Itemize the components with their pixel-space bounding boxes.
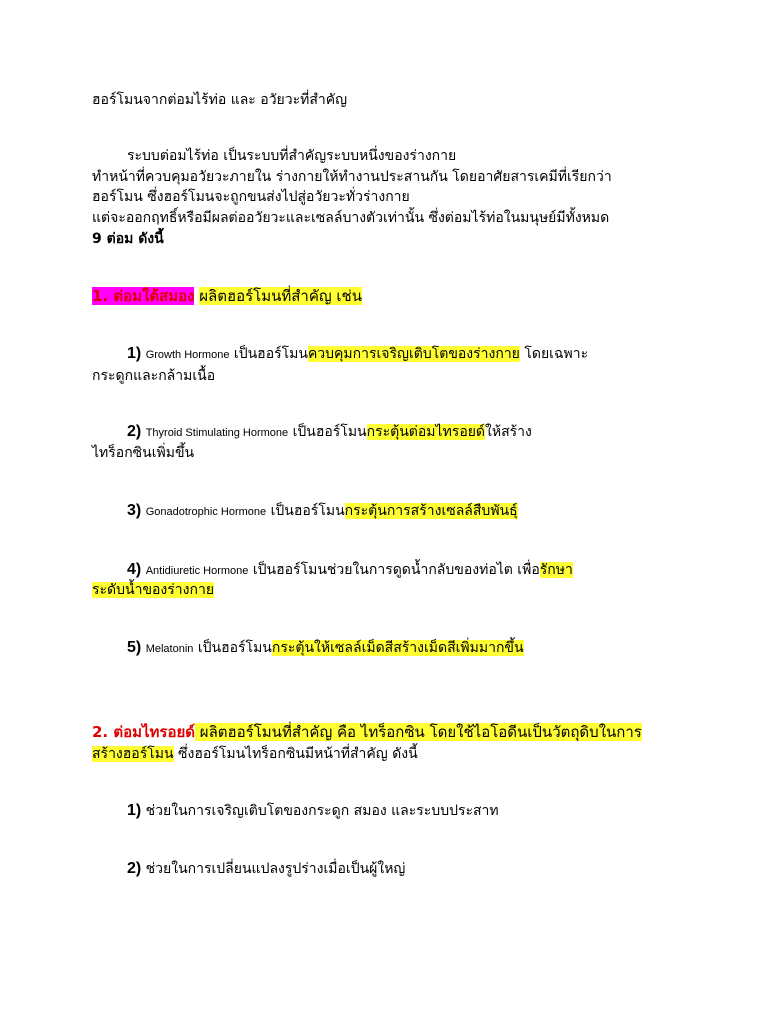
section2-item-2 [127,858,405,880]
item-text: ช่วยในการเปลี่ยนแปลงรูปร่างเมื่อเป็นผู้ใหญ่ [141,861,406,877]
item-text: เป็นฮอร์โมน [193,640,272,656]
section2-heading-rest: ผลิตฮอร์โมนที่สำคัญ คือ ไทร็อกซิน โดยใช้ไอโอดีนเป็นวัตถุดิบในการ [195,723,642,741]
item-text: เป็นฮอร์โมน [288,424,367,440]
item-highlight: ควบคุมการเจริญเติบโตของร่างกาย [307,346,520,362]
item-highlight: กระตุ้นให้เซลล์เม็ดสีสร้างเม็ดสีเพิ่มมากขึ้น [271,640,524,656]
section1-item-4-line2 [92,580,214,601]
item-number: 4) [127,561,142,578]
item-number: 1) [127,802,142,819]
section1-item-3 [127,500,518,523]
item-text-post: โดยเฉพาะ [519,346,589,362]
section2-heading-line2 [92,744,418,765]
item-number: 5) [127,639,142,656]
section1-heading-rest: ผลิตฮอร์โมนที่สำคัญ เช่น [199,287,362,305]
item-number: 1) [127,345,142,362]
intro-line-3: ฮอร์โมน ซึ่งฮอร์โมนจะถูกขนส่งไปสู่อวัยวะทั่วร่างกาย [92,189,410,205]
section1-item-5 [127,637,524,660]
hormone-name: Growth Hormone [145,349,230,361]
item-text: ช่วยในการเจริญเติบโตของกระดูก สมอง และระบบประสาท [141,803,499,819]
hormone-name: Antidiuretic Hormone [145,565,249,577]
item-text-post: ให้สร้าง [485,424,532,440]
hormone-name: Melatonin [145,643,194,655]
intro-line-5: 9 ต่อม ดังนี้ [92,231,164,247]
item-number: 2) [127,423,142,440]
section1-item-2 [127,421,532,444]
intro-line-2: ทำหน้าที่ควบคุมอวัยวะภายใน ร่างกายให้ทำงานประสานกัน โดยอาศัยสารเคมีที่เรียกว่า [92,169,612,185]
intro-line-1: ระบบต่อมไร้ท่อ เป็นระบบที่สำคัญระบบหนึ่งของร่างกาย [127,148,457,164]
section2-line2-highlight: สร้างฮอร์โมน [92,746,174,762]
item-highlight: รักษา [539,562,573,578]
hormone-name: Gonadotrophic Hormone [145,506,267,518]
item-number: 3) [127,502,142,519]
section1-item-1 [127,343,588,366]
intro-line-4: แต่จะออกฤทธิ์หรือมีผลต่ออวัยวะและเซลล์บางตัวเท่านั้น ซึ่งต่อมไร้ท่อในมนุษย์มีทั้งหมด [92,210,610,226]
section1-item-2-line2: ไทร็อกซินเพิ่มขึ้น [92,445,195,461]
item-highlight: กระตุ้นการสร้างเซลล์สืบพันธุ์ [344,503,518,519]
section2-line2-text: ซึ่งฮอร์โมนไทร็อกซินมีหน้าที่สำคัญ ดังนี้ [173,746,418,762]
section1-heading-line [92,286,362,307]
section2-item-1 [127,800,499,822]
section1-item-1-line2: กระดูกและกล้ามเนื้อ [92,368,216,384]
item-number: 2) [127,860,142,877]
section2-heading-line [92,722,642,743]
hormone-name: Thyroid Stimulating Hormone [145,427,289,439]
section1-item-4 [127,559,573,582]
section2-heading: 2. ต่อมไทรอยด์ [92,723,196,741]
item-highlight-line2: ระดับน้ำของร่างกาย [92,582,215,598]
section1-heading: 1. ต่อมใต้สมอง [92,287,195,305]
page-title: ฮอร์โมนจากต่อมไร้ท่อ และ อวัยวะที่สำคัญ [92,92,348,108]
item-text: เป็นฮอร์โมนช่วยในการดูดน้ำกลับของท่อไต เพื่อ [248,562,540,578]
item-text: เป็นฮอร์โมน [229,346,308,362]
item-text: เป็นฮอร์โมน [266,503,345,519]
item-highlight: กระตุ้นต่อมไทรอยด์ [366,424,486,440]
